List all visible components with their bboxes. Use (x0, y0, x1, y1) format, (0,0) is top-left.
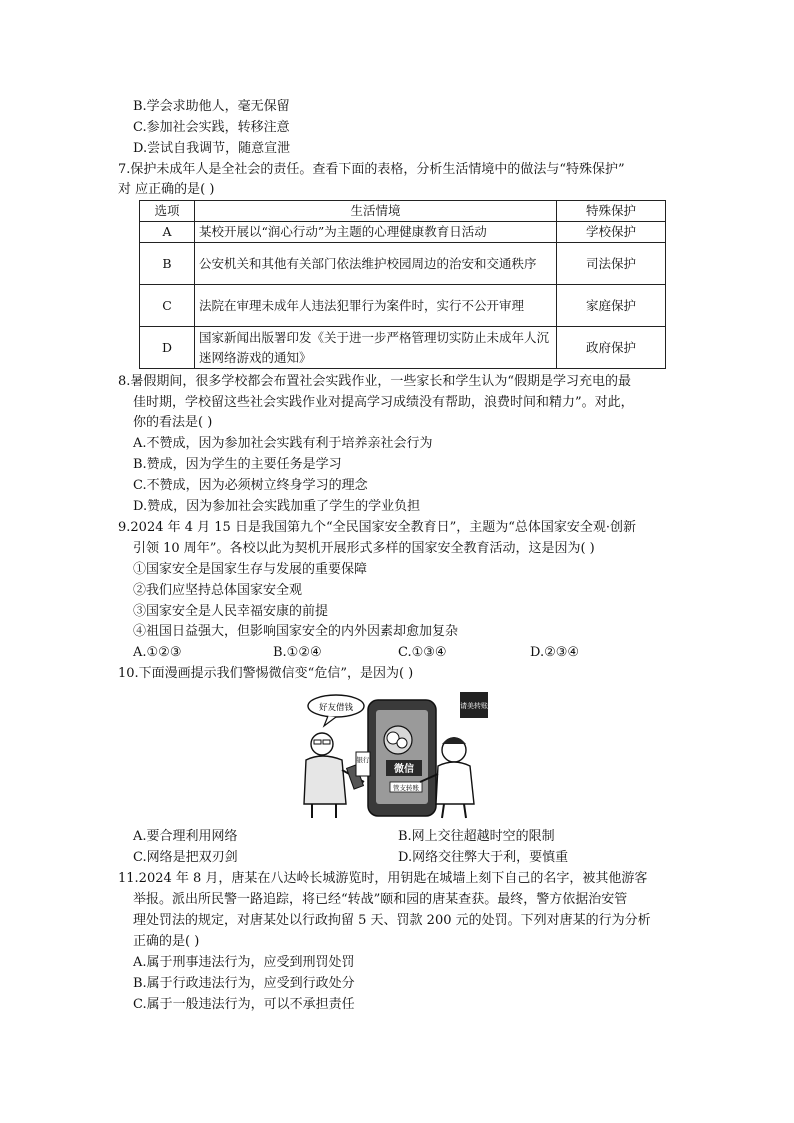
row-option: C (140, 285, 195, 327)
phone-screen-label: 微信 (394, 764, 414, 775)
q8-stem-line3: 你的看法是( ) (133, 415, 213, 430)
q7-stem-line1: 7.保护未成年人是全社会的责任。查看下面的表格，分析生活情境中的做法与“特殊保护” (118, 162, 625, 177)
q8-option-b: B.赞成，因为学生的主要任务是学习 (133, 457, 342, 472)
table-header-row (140, 201, 666, 222)
table-row (140, 327, 666, 369)
q9-stem-line2: 引领 10 周年”。各校以此为契机开展形式多样的国家安全教育活动，这是因为( ) (133, 541, 595, 556)
q8-option-a: A.不赞成，因为参加社会实践有利于培养亲社会行为 (133, 436, 433, 451)
q9-statement-1: ①国家安全是国家生存与发展的重要保障 (133, 562, 368, 577)
row-option: D (140, 327, 195, 369)
q10-stem: 10.下面漫画提示我们警惕微信变“危信”，是因为( ) (118, 666, 414, 681)
bubble-right-text: 请美转账 (460, 702, 488, 710)
q6-option-c: C.参加社会实践，转移注意 (133, 120, 290, 135)
q9-option-d: D.②③④ (530, 645, 580, 660)
q10-option-b: B.网上交往超越时空的限制 (398, 829, 555, 844)
q11-option-b: B.属于行政违法行为，应受到行政处分 (133, 976, 355, 991)
q11-stem-line3: 理处罚法的规定，对唐某处以行政拘留 5 天、罚款 200 元的处罚。下列对唐某的行为分析 (133, 913, 651, 928)
q9-statement-4: ④祖国日益强大，但影响国家安全的内外因素却愈加复杂 (133, 624, 459, 639)
q10-option-c: C.网络是把双刃剑 (133, 850, 238, 865)
row-scene: 法院在审理未成年人违法犯罪行为案件时，实行不公开审理 (195, 285, 557, 327)
q7-table (139, 200, 666, 369)
row-protection: 家庭保护 (557, 285, 666, 327)
table-row (140, 222, 666, 243)
q8-stem-line1: 8.暑假期间，很多学校都会布置社会实践作业，一些家长和学生认为“假期是学习充电的最 (118, 374, 632, 389)
row-protection: 司法保护 (557, 243, 666, 285)
q6-option-d: D.尝试自我调节，随意宣泄 (133, 141, 291, 156)
q9-option-c: C.①③④ (398, 645, 447, 660)
table-row (140, 243, 666, 285)
q7-stem-line2: 对 应正确的是( ) (118, 182, 215, 197)
row-option: B (140, 243, 195, 285)
header-scene: 生活情境 (195, 201, 557, 222)
q11-option-a: A.属于刑事违法行为，应受到刑罚处罚 (133, 955, 355, 970)
row-scene: 公安机关和其他有关部门依法维护校园周边的治安和交通秩序 (195, 243, 557, 285)
table-row (140, 285, 666, 327)
q8-option-d: D.赞成，因为参加社会实践加重了学生的学业负担 (133, 499, 421, 514)
q8-stem-line2: 佳时期，学校留这些社会实践作业对提高学习成绩没有帮助，浪费时间和精力”。对此， (133, 395, 634, 410)
q9-stem-line1: 9.2024 年 4 月 15 日是我国第九个“全民国家安全教育日”，主题为“总体国家安全观·创新 (118, 520, 637, 535)
q6-option-b: B.学会求助他人，毫无保留 (133, 99, 290, 114)
row-option: A (140, 222, 195, 243)
q11-stem-line4: 正确的是( ) (133, 934, 200, 949)
q11-stem-line2: 举报。派出所民警一路追踪，将已经“转战”颐和园的唐某查获。最终，警方依据治安管 (133, 892, 628, 907)
q9-statement-2: ②我们应坚持总体国家安全观 (133, 583, 303, 598)
q9-statement-3: ③国家安全是人民幸福安康的前提 (133, 604, 329, 619)
header-option: 选项 (140, 201, 195, 222)
wechat-scam-cartoon (298, 686, 496, 822)
header-protection: 特殊保护 (557, 201, 666, 222)
q11-stem-line1: 11.2024 年 8 月，唐某在八达岭长城游览时，用钥匙在城墙上刻下自己的名字，被其他游客 (118, 871, 648, 886)
row-protection: 学校保护 (557, 222, 666, 243)
row-scene: 国家新闻出版署印发《关于进一步严格管理切实防止未成年人沉迷网络游戏的通知》 (195, 327, 557, 369)
q9-option-b: B.①②④ (273, 645, 322, 660)
q9-option-a: A.①②③ (133, 645, 182, 660)
q10-option-d: D.网络交往弊大于利，要慎重 (398, 850, 569, 865)
bank-card-text: 银行 (356, 756, 370, 764)
phone-tag-label: 管支转账 (393, 784, 419, 792)
q11-option-c: C.属于一般违法行为，可以不承担责任 (133, 997, 355, 1012)
row-scene: 某校开展以“润心行动”为主题的心理健康教育日活动 (195, 222, 557, 243)
q8-option-c: C.不赞成，因为必须树立终身学习的理念 (133, 478, 368, 493)
bubble-left-text: 好友借钱 (318, 703, 354, 713)
q10-option-a: A.要合理利用网络 (133, 829, 238, 844)
row-protection: 政府保护 (557, 327, 666, 369)
